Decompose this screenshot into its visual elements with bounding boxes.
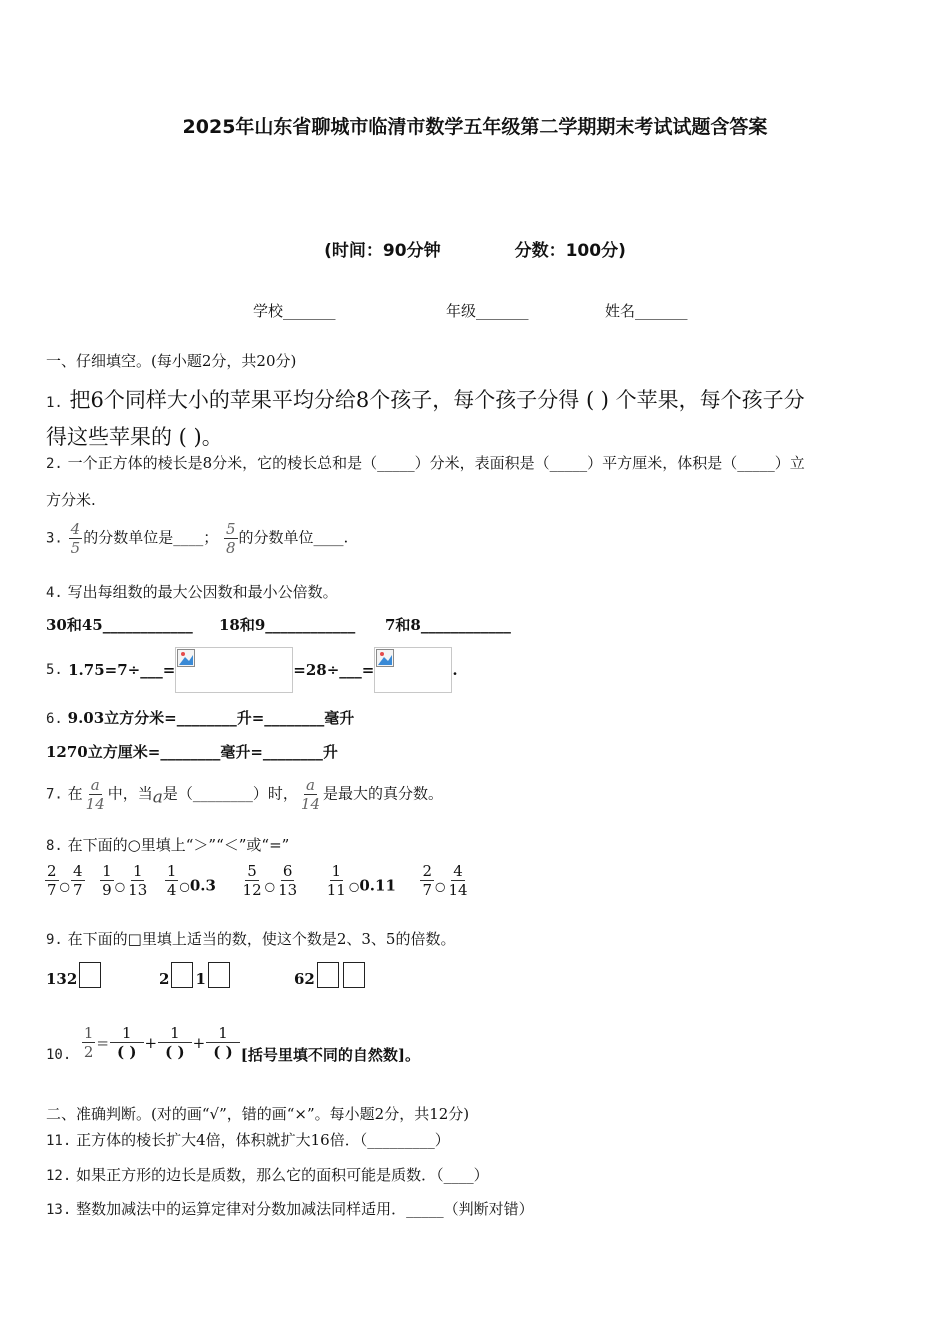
question-6-cont: 1270立方厘米=________毫升=________升 xyxy=(46,743,338,761)
question-number: 2. xyxy=(46,456,63,472)
question-number: 7. xyxy=(46,786,63,803)
broken-image-icon xyxy=(376,649,394,667)
question-number: 9. xyxy=(46,932,63,948)
compare-circle[interactable]: ○ xyxy=(264,879,276,894)
question-13 xyxy=(46,1198,534,1219)
question-text: [括号里填不同的自然数]。 xyxy=(240,1046,420,1064)
question-number: 10. xyxy=(46,1046,72,1063)
name-field[interactable]: 姓名_______ xyxy=(605,302,688,320)
question-1 xyxy=(46,384,805,414)
digit-group-b: 2 1 xyxy=(159,962,232,988)
exam-time: (时间：90分钟 xyxy=(324,241,441,261)
question-text: 在下面的○里填上“＞”“＜”或“=” xyxy=(67,836,290,854)
question-text: 如果正方形的边长是质数，那么它的面积可能是质数．（____） xyxy=(76,1166,489,1184)
digit-box[interactable] xyxy=(343,962,365,988)
compare-circle[interactable]: ○ xyxy=(114,879,126,894)
question-number: 8. xyxy=(46,838,63,854)
question-6 xyxy=(46,707,354,728)
unit-fraction: $\frac{1}{( )}$ xyxy=(110,1024,144,1061)
question-number: 12. xyxy=(46,1168,72,1184)
q4-item: 30和45____________ xyxy=(46,616,193,634)
school-field[interactable]: 学校_______ xyxy=(253,302,336,320)
question-text: 一个正方体的棱长是8分米，它的棱长总和是（_____）分米，表面积是（_____）平方厘米，体积是（_____）立 xyxy=(67,454,805,472)
question-text: 整数加减法中的运算定律对分数加减法同样适用．_____（判断对错） xyxy=(76,1200,534,1218)
fraction: $\frac{5}{8}$ xyxy=(225,520,236,557)
question-number: 5. xyxy=(46,662,63,678)
compare-circle[interactable]: ○ xyxy=(435,879,446,894)
question-text: 在下面的□里填上适当的数，使这个数是2、3、5的倍数。 xyxy=(67,930,456,948)
comparison-row: $\frac{2}{7}$ $_○$ $\frac{4}{7}$ $\frac{1}{9}$ $_○$ $\frac{1}{13}$ $\frac{1}{4}$ $_○$0.3 $\frac{5}{12}$ $_○$ $\frac{6}{13}$ $\frac{1}{11}$ $_○$0.11 $\frac{2}{7}$ $_○$ $\frac{4}{14}$ xyxy=(47,862,468,899)
q4-item: 18和9____________ xyxy=(219,616,356,634)
digit-box[interactable] xyxy=(317,962,339,988)
fraction: $\frac{a}{14}$ xyxy=(85,776,105,813)
question-text: 9.03立方分米=________升=________毫升 xyxy=(67,709,355,727)
exam-meta xyxy=(0,236,950,261)
digit-box[interactable] xyxy=(171,962,193,988)
question-number: 13. xyxy=(46,1202,72,1218)
question-number: 6. xyxy=(46,711,63,727)
section-1-heading: 一、仔细填空。(每小题2分，共20分) xyxy=(46,352,297,370)
broken-image-icon xyxy=(177,649,195,667)
compare-circle[interactable]: ○ xyxy=(179,879,190,894)
compare-circle[interactable]: ○ xyxy=(59,879,71,894)
question-11 xyxy=(46,1129,450,1150)
question-text: 1.75=7÷___= xyxy=(68,661,176,679)
digit-group-c: 62 xyxy=(294,962,367,988)
question-2-cont: 方分米. xyxy=(46,491,96,509)
question-8 xyxy=(46,834,289,855)
question-text: 的分数单位____. xyxy=(238,528,349,547)
unit-fraction: $\frac{1}{( )}$ xyxy=(158,1024,192,1061)
question-number: 4. xyxy=(46,585,63,601)
grade-field[interactable]: 年级_______ xyxy=(446,302,529,320)
question-12 xyxy=(46,1164,489,1185)
missing-image-box xyxy=(374,647,452,693)
variable: a xyxy=(152,787,163,808)
fraction-half: $\frac{1}{2}$ xyxy=(83,1024,94,1061)
question-number: 3. xyxy=(46,530,63,547)
question-3 xyxy=(46,520,348,557)
question-text: 写出每组数的最大公因数和最小公倍数。 xyxy=(67,583,338,601)
question-text: . xyxy=(452,661,458,679)
question-9 xyxy=(46,928,455,949)
question-7: 7. 在 $\frac{a}{14}$ 中，当a是（________）时， $\frac{a}{14}$ 是最大的真分数。 xyxy=(46,776,444,813)
fraction: $\frac{4}{5}$ xyxy=(70,520,81,557)
question-text: 的分数单位是____； xyxy=(83,528,219,547)
question-5 xyxy=(46,646,458,694)
question-text: 正方体的棱长扩大4倍，体积就扩大16倍．（_________） xyxy=(76,1131,450,1149)
unit-fraction: $\frac{1}{( )}$ xyxy=(206,1024,240,1061)
page-title: 2025年山东省聊城市临清市数学五年级第二学期期末考试试题含答案 xyxy=(182,116,768,138)
question-number: 1. xyxy=(46,395,63,411)
question-10: 10. $\frac{1}{2}$ = $\frac{1}{( )}$ + $\frac{1}{( )}$ + $\frac{1}{( )}$ [括号里填不同的自然数]。 xyxy=(46,1024,420,1064)
missing-image-box xyxy=(175,647,293,693)
question-2 xyxy=(46,452,805,473)
question-4 xyxy=(46,581,338,602)
digit-box[interactable] xyxy=(79,962,101,988)
compare-circle[interactable]: ○ xyxy=(348,879,360,894)
fraction: $\frac{a}{14}$ xyxy=(300,776,321,813)
digit-box[interactable] xyxy=(208,962,230,988)
question-text: 把6个同样大小的苹果平均分给8个孩子，每个孩子分得 ( ) 个苹果，每个孩子分 xyxy=(69,388,805,412)
question-text: =28÷___= xyxy=(293,661,375,679)
section-2-heading: 二、准确判断。(对的画“√”，错的画“×”。每小题2分，共12分) xyxy=(46,1105,470,1123)
question-number: 11. xyxy=(46,1133,72,1149)
question-1-cont: 得这些苹果的 ( )。 xyxy=(46,425,223,449)
exam-score: 分数：100分) xyxy=(514,241,626,261)
q4-item: 7和8____________ xyxy=(385,616,511,634)
digit-group-a: 132 xyxy=(46,962,103,988)
